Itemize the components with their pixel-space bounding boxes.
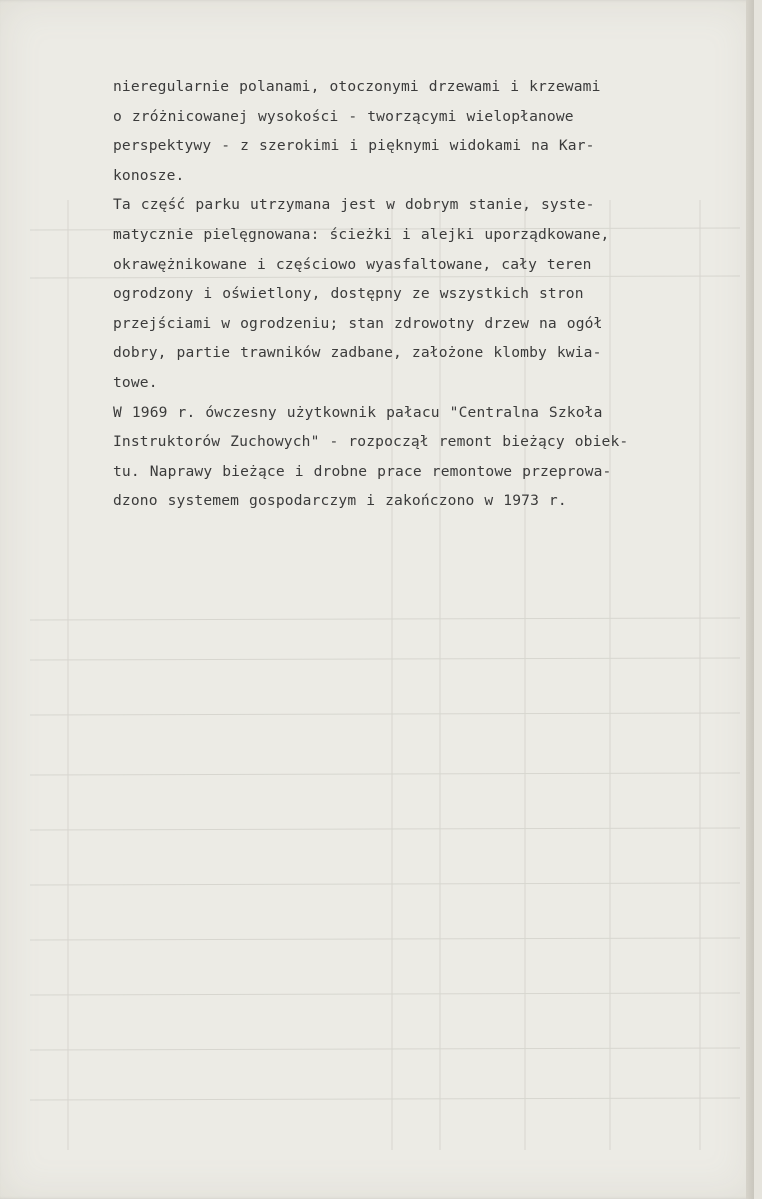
text-line: tu. Naprawy bieżące i drobne prace remontowe przeprowa- xyxy=(113,462,612,480)
text-line: przejściami w ogrodzeniu; stan zdrowotny drzew na ogół xyxy=(113,314,603,332)
text-line: perspektywy - z szerokimi i pięknymi widokami na Kar- xyxy=(113,137,595,155)
text-line: matycznie pielęgnowana: ścieżki i alejki uporządkowane, xyxy=(113,225,610,243)
text-line: Instruktorów Zuchowych" - rozpoczął remont bieżący obiek- xyxy=(113,433,629,451)
text-line: towe. xyxy=(113,373,158,391)
text-line: dzono systemem gospodarczym i zakończono w 1973 r. xyxy=(113,492,567,510)
text-line: o zróżnicowanej wysokości - tworzącymi wielopłanowe xyxy=(113,107,574,125)
text-line: konosze. xyxy=(113,166,185,184)
text-line: Ta część parku utrzymana jest w dobrym stanie, syste- xyxy=(113,196,595,214)
typed-text-block xyxy=(113,72,733,516)
text-line: nieregularnie polanami, otoczonymi drzewami i krzewami xyxy=(113,78,601,95)
text-line: okrawężnikowane i częściowo wyasfaltowane, cały teren xyxy=(113,255,592,273)
text-line: dobry, partie trawników zadbane, założone klomby kwia- xyxy=(113,344,602,362)
text-line: ogrodzony i oświetlony, dostępny ze wszystkich stron xyxy=(113,285,584,303)
page-edge xyxy=(746,0,754,1199)
text-line: W 1969 r. ówczesny użytkownik pałacu "Centralna Szkoła xyxy=(113,403,603,421)
